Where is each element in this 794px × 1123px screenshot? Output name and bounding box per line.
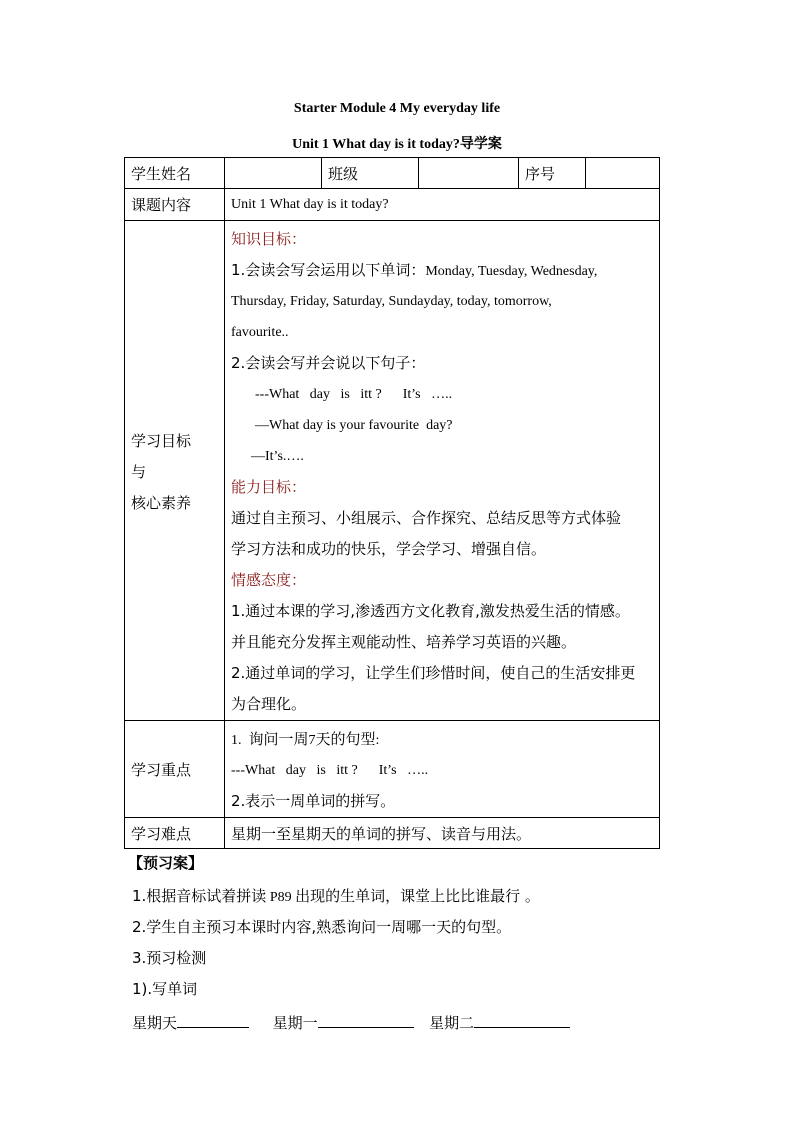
- header-row: [125, 158, 660, 189]
- word-blanks-row: [132, 1012, 570, 1033]
- number-label: 序号: [519, 158, 586, 189]
- ability-line2: 学习方法和成功的快乐，学会学习、增强自信。: [231, 540, 547, 558]
- topic-label: 课题内容: [125, 189, 225, 221]
- key-points-label: 学习重点: [131, 761, 192, 779]
- topic-value: Unit 1 What day is it today?: [225, 189, 660, 221]
- key-points-line2: ---What day is itt ? It’s …..: [231, 763, 429, 778]
- key-points-line3: 2.表示一周单词的拼写。: [231, 792, 396, 810]
- emotion-item1-line1: 1.通过本课的学习,渗透西方文化教育,激发热爱生活的情感。: [231, 602, 630, 620]
- tuesday-blank[interactable]: [474, 1013, 570, 1028]
- ability-line1: 通过自主预习、小组展示、合作探究、总结反思等方式体验: [231, 509, 622, 527]
- emotion-item2-line2: 为合理化。: [231, 695, 307, 713]
- goals-label-line2: 与: [131, 462, 147, 481]
- emotion-item1-line2: 并且能充分发挥主观能动性、培养学习英语的兴趣。: [231, 633, 577, 651]
- knowledge-item1-line2: Thursday, Friday, Saturday, Sundayday, today, tomorrow,: [231, 294, 552, 309]
- title-line1: Starter Module 4 My everyday life: [293, 101, 501, 116]
- ability-heading: 能力目标：: [231, 478, 307, 496]
- class-field[interactable]: [419, 158, 519, 189]
- key-points-line1: 1. 询问一周7天的句型:: [231, 730, 380, 748]
- goals-label-line1: 学习目标: [131, 431, 192, 450]
- knowledge-item1-line3: favourite..: [231, 325, 289, 340]
- goals-row: [125, 221, 660, 721]
- difficult-points-row: [125, 818, 660, 849]
- key-points-row: [125, 721, 660, 818]
- difficult-points-label: 学习难点: [125, 818, 225, 849]
- topic-row: [125, 189, 660, 221]
- sunday-blank[interactable]: [177, 1013, 249, 1028]
- title-line2: Unit 1 What day is it today?导学案: [292, 137, 502, 152]
- knowledge-heading: 知识目标：: [231, 230, 307, 248]
- dialog-line1: ---What day is itt ? It’s …..: [255, 387, 453, 402]
- name-field[interactable]: [225, 158, 322, 189]
- name-label: 学生姓名: [125, 158, 225, 189]
- goals-label-line3: 核心素养: [131, 493, 192, 512]
- emotion-heading: 情感态度：: [231, 571, 307, 589]
- class-label: 班级: [322, 158, 419, 189]
- number-field[interactable]: [586, 158, 660, 189]
- key-points-label-cell: [125, 721, 225, 818]
- sunday-label: 星期天: [132, 1014, 178, 1032]
- preview-heading: 【预习案】: [128, 854, 204, 872]
- dialog-line3: —It’s.….: [251, 449, 304, 464]
- difficult-points-value: 星期一至星期天的单词的拼写、读音与用法。: [225, 818, 660, 849]
- preview-sub1: 1).写单词: [132, 980, 198, 998]
- goals-content: [225, 221, 660, 721]
- key-points-content: [225, 721, 660, 818]
- knowledge-item1-line1: 1.会读会写会运用以下单词：Monday, Tuesday, Wednesday,: [231, 261, 598, 279]
- emotion-item2-line1: 2.通过单词的学习，让学生们珍惜时间，使自己的生活安排更: [231, 664, 636, 682]
- preview-item1: 1.根据音标试着拼读 P89 出现的生单词，课堂上比比谁最行 。: [132, 887, 540, 905]
- monday-label: 星期一: [272, 1014, 318, 1032]
- preview-item2: 2.学生自主预习本课时内容,熟悉询问一周哪一天的句型。: [132, 918, 512, 936]
- monday-blank[interactable]: [318, 1013, 414, 1028]
- goals-label: [125, 221, 225, 721]
- info-table: [124, 157, 660, 849]
- knowledge-item2: 2.会读会写并会说以下句子：: [231, 354, 426, 372]
- tuesday-label: 星期二: [429, 1014, 475, 1032]
- preview-item3: 3.预习检测: [132, 949, 207, 967]
- dialog-line2: —What day is your favourite day?: [255, 418, 453, 433]
